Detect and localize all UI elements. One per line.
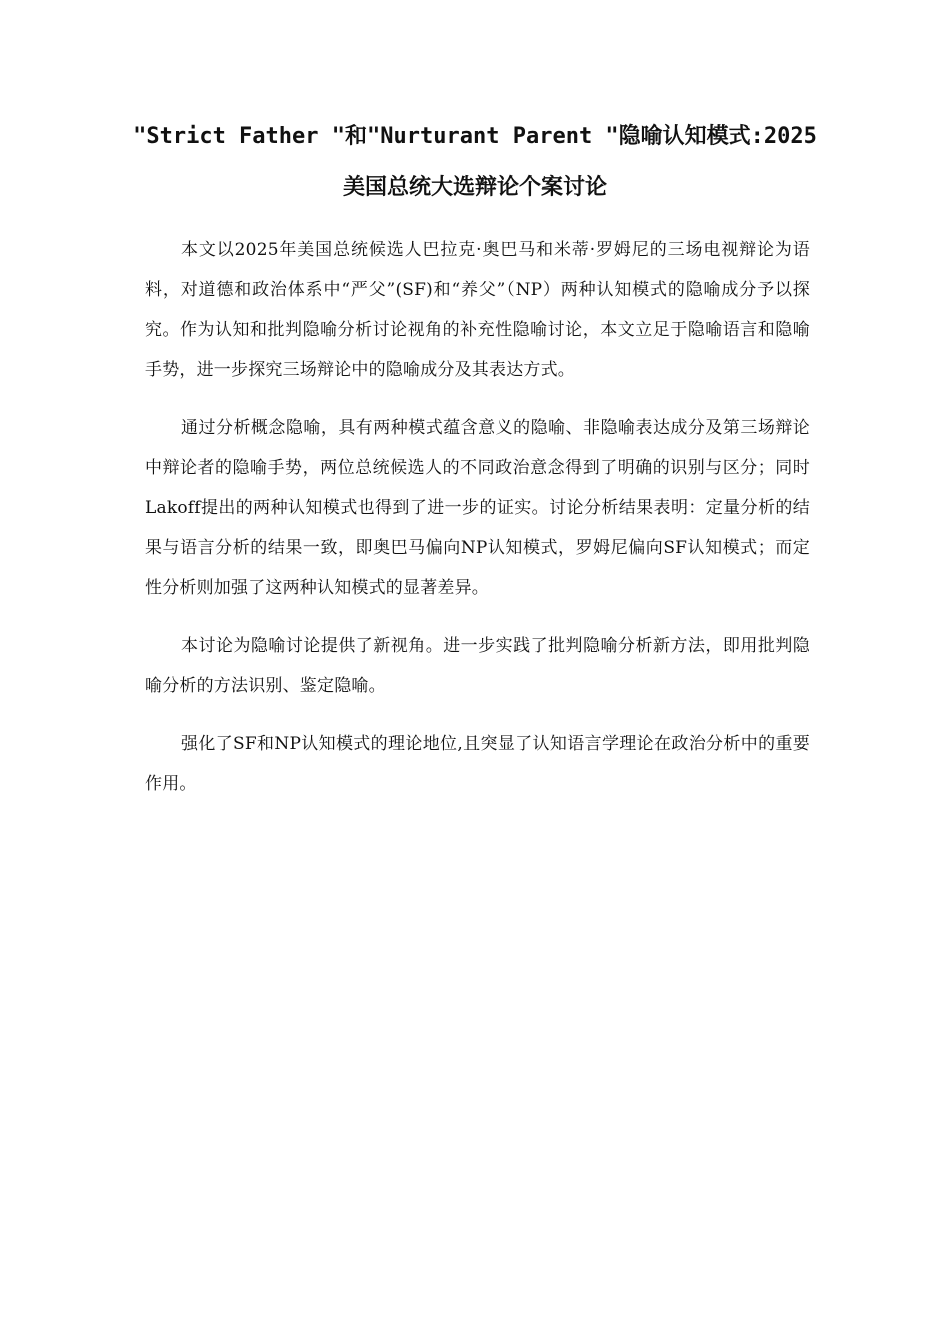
abstract-body (145, 230, 810, 822)
document-title (120, 112, 830, 212)
paragraph-4: 强化了SF和NP认知模式的理论地位,且突显了认知语言学理论在政治分析中的重要作用。 (145, 734, 810, 794)
title-line-2: 美国总统大选辩论个案讨论 (342, 174, 607, 200)
paragraph-3: 本讨论为隐喻讨论提供了新视角。进一步实践了批判隐喻分析新方法，即用批判隐喻分析的方法识别、鉴定隐喻。 (145, 636, 810, 696)
paragraph-1: 本文以2025年美国总统候选人巴拉克·奥巴马和米蒂·罗姆尼的三场电视辩论为语料，对道德和政治体系中“严父”(SF)和“养父”（NP）两种认知模式的隐喻成分予以探究。作为认知和批判隐喻分析讨论视角的补充性隐喻讨论，本文立足于隐喻语言和隐喻手势，进一步探究三场辩论中的隐喻成分及其表达方式。 (145, 240, 810, 380)
title-line-1: "Strict Father "和"Nurturant Parent "隐喻认知模式:2025 (133, 124, 817, 149)
paragraph-2: 通过分析概念隐喻，具有两种模式蕴含意义的隐喻、非隐喻表达成分及第三场辩论中辩论者的隐喻手势，两位总统候选人的不同政治意念得到了明确的识别与区分；同时Lakoff提出的两种认知模式也得到了进一步的证实。讨论分析结果表明：定量分析的结果与语言分析的结果一致，即奥巴马偏向NP认知模式，罗姆尼偏向SF认知模式；而定性分析则加强了这两种认知模式的显著差异。 (145, 418, 810, 598)
